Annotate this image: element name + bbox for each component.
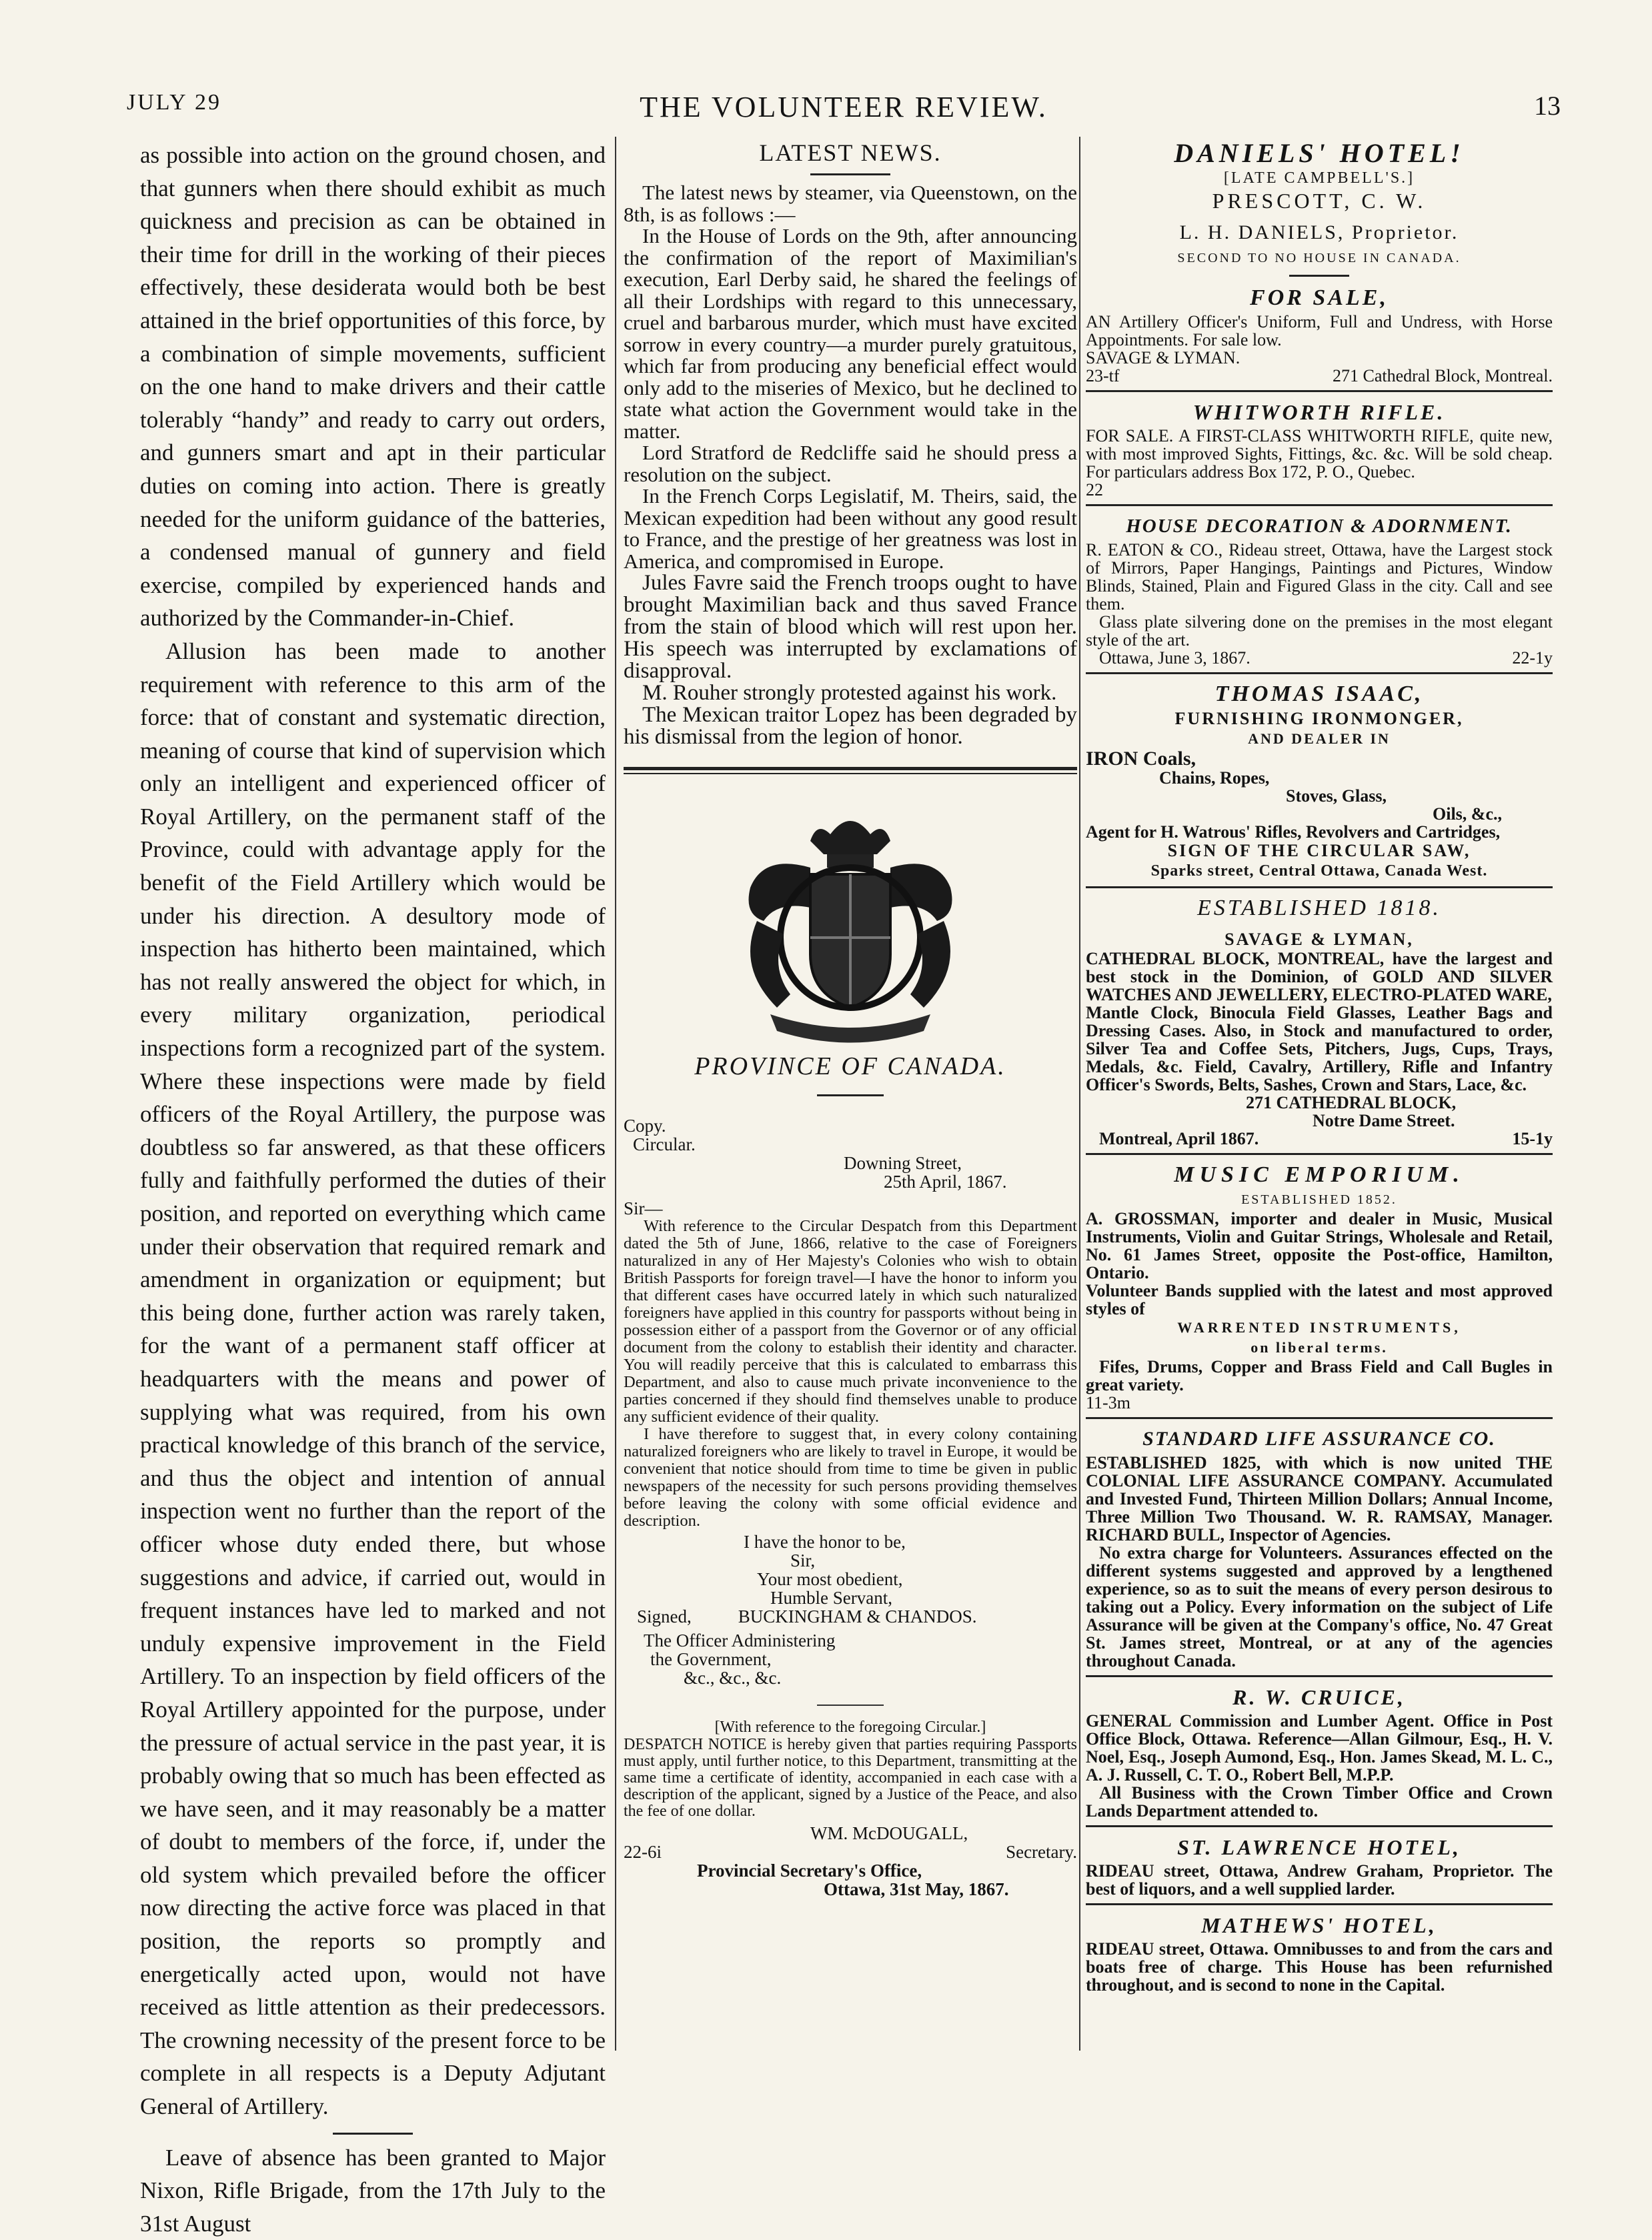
thomas-isaac-goods: Oils, &c., [1433,804,1502,824]
header-page-number: 13 [1534,91,1561,121]
royal-coat-of-arms-image [710,808,990,1048]
closing-line: Your most obedient, [757,1569,903,1589]
leave-notice: Leave of absence has been granted to Major Nixon, Rifle Brigade, from the 17th July to the 31st August [140,2144,606,2237]
music-emporium-title: MUSIC EMPORIUM. [1174,1162,1465,1187]
ad-rule [1086,504,1553,506]
editorial-text [140,139,606,2240]
page-header [127,90,1561,130]
signer-name: BUCKINGHAM & CHANDOS. [738,1606,977,1626]
ad-rule [1289,275,1349,277]
daniels-hotel-title: DANIELS' HOTEL! [1174,138,1465,168]
daniels-hotel-place: PRESCOTT, C. W. [1212,189,1427,213]
standard-life-title: STANDARD LIFE ASSURANCE CO. [1142,1428,1496,1450]
ad-rule [1086,1903,1553,1905]
ad-rule [1086,1417,1553,1419]
ad-rule [1086,1825,1553,1827]
signature-name: WM. McDOUGALL, [810,1823,968,1843]
ad-rule [1086,1153,1553,1155]
province-rule [817,1094,884,1096]
column-divider-1 [615,137,616,2051]
house-decoration-date: Ottawa, June 3, 1867. [1099,648,1251,668]
closing-line: Sir, [790,1550,816,1570]
office-line: Provincial Secretary's Office, [697,1861,922,1881]
thomas-isaac-subtitle: FURNISHING IRONMONGER, [1174,709,1464,728]
addressee-line: the Government, [650,1649,772,1669]
news-title: LATEST NEWS. [759,139,942,166]
news-item: In the French Corps Legislatif, M. Theirs, said, the Mexican expedition had been without any good result to France, and the prestige of her greatness was lost in America, and compromised in Europe. [624,484,1077,573]
separator-rule [333,2133,413,2135]
savage-lyman-date: Montreal, April 1867. [1099,1129,1259,1148]
mathews-hotel-title: MATHEWS' HOTEL, [1201,1913,1437,1937]
established-title: ESTABLISHED 1818. [1197,896,1441,920]
cruice-text: GENERAL Commission and Lumber Agent. Office in Post Office Block, Ottawa. Reference—Allan Gilmour, Esq., H. V. Noel, Esq., Joseph Aumond, Esq., Hon. James Skead, M. L. C., A. J. Russell, C. T. O., Robert Bell, M.P.P. [1086,1711,1553,1785]
music-emporium-instruments: WARRENTED INSTRUMENTS, [1177,1319,1461,1336]
music-emporium-terms: on liberal terms. [1251,1339,1388,1356]
standard-life-text: ESTABLISHED 1825, with which is now united THE COLONIAL LIFE ASSURANCE COMPANY. Accumulated and Invested Fund, Thirteen Million Dollars; Annual Income, Three Million Two Thousand. W. R. RAMSAY, Manager. RICHARD BULL, Inspector of Agencies. [1086,1453,1553,1544]
thomas-isaac-title: THOMAS ISAAC, [1214,682,1424,706]
editorial-paragraph-1: as possible into action on the ground chosen, and that gunners when there should exhibit as much quickness and precision as can be obtained in their time for drill in the working of their pieces effectively, these desiderata would both be best attained in the brief opportunities of this force, by a combination of simple movements, sufficient on the one hand to make drivers and their cattle tolerably “handy” and ready to carry out orders, and gunners smart and apt in their particular duties on coming into action. There is greatly needed for the uniform guidance of the batteries, a condensed manual of gunnery and field exercise, compiled by experienced hands and authorized by the Commander-in-Chief. [140,142,606,632]
cruice-text-2: All Business with the Crown Timber Office and Crown Lands Department attended to. [1086,1783,1553,1821]
st-lawrence-hotel-title: ST. LAWRENCE HOTEL, [1177,1835,1461,1859]
savage-lyman-name: SAVAGE & LYMAN, [1224,930,1414,949]
circular-paragraph-2: I have therefore to suggest that, in every colony containing naturalized foreigners who are likely to travel in Europe, it would be convenient that notice should from time to time be given in public newspapers of the necessity for such persons providing themselves before leaving the colony with some official evidence and description. [624,1425,1077,1530]
circular-rule [817,1705,884,1706]
thomas-isaac-agent: Agent for H. Watrous' Rifles, Revolvers and Cartridges, [1086,822,1501,842]
house-decoration-text-2: Glass plate silvering done on the premises in the most elegant style of the art. [1086,612,1553,650]
music-emporium-text-3: Fifes, Drums, Copper and Brass Field and Call Bugles in great variety. [1086,1357,1553,1394]
office-date: Ottawa, 31st May, 1867. [824,1879,1009,1899]
news-item: The Mexican traitor Lopez has been degraded by his dismissal from the legion of honor. [624,703,1077,749]
salutation: Sir— [624,1198,663,1218]
news-item: M. Rouher strongly protested against his work. [642,681,1057,705]
thomas-isaac-sign: SIGN OF THE CIRCULAR SAW, [1167,841,1471,860]
daniels-hotel-subtitle: [LATE CAMPBELL'S.] [1223,169,1415,187]
thomas-isaac-goods: IRON Coals, [1086,748,1196,770]
savage-lyman-street: Notre Dame Street. [1313,1111,1455,1130]
editorial-paragraph-2: Allusion has been made to another requirement with reference to this arm of the force: that of constant and systematic direction, meaning of course that kind of supervision which only an intelligent and experienced officer of Royal Artillery, on the permanent staff of the Province, could with advantage apply for the benefit of the Field Artillery which would be under his direction. A desultory mode of inspection has hitherto been maintained, which has not really answered the object for which, in every military organization, periodical inspections form a recognized part of the system. Where these inspections were made by field officers of the Royal Artillery, the purpose was doubtless so far answered, as that these officers fully and faithfully performed the duties of their position, and reported on everything which came under their observation that required remark and amendment in organization or equipment; but this being done, further action was rarely taken, for the want of a permanent staff officer at headquarters with the means and power of supplying what was required, from his own practical knowledge of this branch of the service, and thus the object and intention of annual inspection went no further than the report of the officer whose duty ended there, but whose suggestions and advice, if carried out, would in frequent instances have led to marked and not unduly expensive improvement in the Field Artillery. To an inspection by field officers of the Royal Artillery appointed for the purpose, under the pressure of actual service in the past year, it is probably owing that so much has been effected as we have seen, and it may reasonably be a matter of doubt to members of the force, if, under the old system which prevailed before the officer now directing the active force was placed in that position, the reports so promptly and energetically acted upon, would not have received as little attention as their predecessors. The crowning necessity of the present force to be complete in all respects is a Deputy Adjutant General of Artillery. [140,638,606,2120]
cruice-title: R. W. CRUICE, [1232,1685,1406,1709]
for-sale-title: FOR SALE, [1250,285,1389,310]
ad-rule [1086,390,1553,392]
savage-lyman-number: 15-1y [1512,1129,1553,1148]
news-item: Lord Stratford de Redcliffe said he should press a resolution on the subject. [624,441,1077,486]
closing-line: Humble Servant, [770,1588,892,1608]
closing-line: I have the honor to be, [744,1532,906,1552]
thomas-isaac-goods: Stoves, Glass, [1286,786,1387,806]
for-sale-address: 271 Cathedral Block, Montreal. [1333,366,1553,385]
double-rule [624,767,1077,774]
circular-label: Circular. [633,1134,696,1154]
column-divider-2 [1079,137,1080,2051]
music-emporium-established: ESTABLISHED 1852. [1241,1192,1397,1207]
house-decoration-text: R. EATON & CO., Rideau street, Ottawa, have the Largest stock of Mirrors, Paper Hangings, Paintings and Pictures, Window Blinds, Stained, Plain and Figured Glass in the city. Call and see them. [1086,540,1553,614]
crest-svg [710,808,990,1048]
music-emporium-text-2: Volunteer Bands supplied with the latest and most approved styles of [1086,1281,1553,1318]
ad-rule [1086,886,1553,888]
thomas-isaac-address: Sparks street, Central Ottawa, Canada West. [1150,862,1488,880]
column-3 [1086,139,1553,2046]
news-item: In the House of Lords on the 9th, after announcing the confirmation of the report of Maximilian's execution, Earl Derby said, he shared the feelings of all their Lordships with regard to this unnecessary, cruel and barbarous murder, which must have excited sorrow in every country—a murder purely gratuitous, which far from producing any beneficial effect would only add to the miseries of Mexico, but he declined to state what action the Government would take in the matter. [624,224,1077,443]
column-1 [140,139,606,2237]
ad-rule [1086,672,1553,674]
reference-note: [With reference to the foregoing Circular.] [714,1719,986,1736]
st-lawrence-hotel-text: RIDEAU street, Ottawa, Andrew Graham, Proprietor. The best of liquors, and a well supplied larder. [1086,1861,1553,1899]
savage-lyman-address: 271 CATHEDRAL BLOCK, [1246,1093,1457,1112]
signed-label: Signed, [637,1606,692,1626]
circular-paragraph-1: With reference to the Circular Despatch from this Department dated the 5th of June, 1866, relative to the case of Foreigners naturalized in any of Her Majesty's Colonies who wish to obtain British Passports for foreign travel—I have the honor to inform you that different cases have occurred lately in which such naturalized foreigners have applied in this country for passports without being in possession either of a passport from the Governor or of any official document from the colony to establish their identity and character. You will readily perceive that this is calculated to embarrass this Department, and also to cause much private inconvenience to the parties concerned if they should find themselves unable to produce any sufficient evidence of their quality. [624,1217,1077,1426]
mathews-hotel-text: RIDEAU street, Ottawa. Omnibusses to and from the cars and boats free of charge. This House has been refurnished throughout, and is second to none in the Capital. [1086,1939,1553,1995]
notice-number: 22-6i [624,1842,662,1862]
province-title: PROVINCE OF CANADA. [694,1052,1006,1080]
for-sale-number: 23-tf [1086,366,1120,385]
whitworth-title: WHITWORTH RIFLE. [1192,400,1446,424]
whitworth-number: 22 [1086,480,1103,499]
news-title-rule [810,173,890,175]
column-2 [624,139,1077,2046]
whitworth-text: FOR SALE. A FIRST-CLASS WHITWORTH RIFLE, quite new, with most improved Sights, Fittings, &c. &c. Will be sold cheap. For particulars address Box 172, P. O., Quebec. [1086,426,1553,481]
music-emporium-text: A. GROSSMAN, importer and dealer in Music, Musical Instruments, Violin and Guitar Strings, Wholesale and Retail, No. 61 James Street, opposite the Post-office, Hamilton, Ontario. [1086,1209,1553,1282]
news-item: The latest news by steamer, via Queenstown, on the 8th, is as follows :— [624,181,1077,226]
from-place: Downing Street, [844,1153,962,1173]
daniels-hotel-tagline: SECOND TO NO HOUSE IN CANADA. [1177,251,1461,265]
thomas-isaac-dealer: AND DEALER IN [1248,730,1391,747]
news-item: Jules Favre said the French troops ought to have brought Maximilian back and thus saved France from the stain of blood which will rest upon her. His speech was interrupted by exclamations of disapproval. [624,571,1077,683]
signature-title: Secretary. [1006,1842,1077,1862]
house-decoration-title: HOUSE DECORATION & ADORNMENT. [1126,515,1513,537]
thomas-isaac-goods: Chains, Ropes, [1159,768,1270,788]
daniels-hotel-proprietor: L. H. DANIELS, Proprietor. [1179,221,1459,243]
header-date: JULY 29 [127,90,221,115]
house-decoration-number: 22-1y [1512,648,1553,668]
addressee-line: &c., &c., &c. [684,1668,782,1688]
for-sale-firm: SAVAGE & LYMAN. [1086,348,1241,367]
header-title: THE VOLUNTEER REVIEW. [640,91,1048,123]
for-sale-text: AN Artillery Officer's Uniform, Full and Undress, with Horse Appointments. For sale low. [1086,312,1553,349]
savage-lyman-text-2: Mantle Clock, Binocula Field Glasses, Leather Bags and Dressing Cases. Also, in Stock and manufactured to order, Silver Tea and Coffee Sets, Pitchers, Jugs, Cups, Trays, Medals, &c. Field, Cavalry, Artillery, Rifle and Infantry Officer's Swords, Belts, Sashes, Crown and Stars, Lace, &c. [1086,1003,1553,1094]
addressee-line: The Officer Administering [644,1630,836,1650]
savage-lyman-text: CATHEDRAL BLOCK, MONTREAL, have the largest and best stock in the Dominion, of GOLD AND SILVER WATCHES AND JEWELLERY, ELECTRO-PLATED WARE, [1086,949,1553,1004]
music-emporium-number: 11-3m [1086,1393,1130,1412]
despatch-notice: DESPATCH NOTICE is hereby given that parties requiring Passports must apply, until further notice, to this Department, transmitting at the same time a certificate of identity, accompanied in each case with a description of the applicant, signed by a Justice of the Peace, and also the fee of one dollar. [624,1736,1077,1820]
standard-life-text-2: No extra charge for Volunteers. Assurances effected on the different systems suggested and approved by a lengthened experience, so as to suit the means of every person desirous to taking out a Policy. Every information on the subject of Life Assurance will be given at the Company's office, No. 47 Great St. James street, Montreal, or at any of the agencies throughout Canada. [1086,1543,1553,1670]
ad-rule [1086,1675,1553,1677]
from-date: 25th April, 1867. [884,1172,1007,1192]
copy-label: Copy. [624,1116,666,1136]
